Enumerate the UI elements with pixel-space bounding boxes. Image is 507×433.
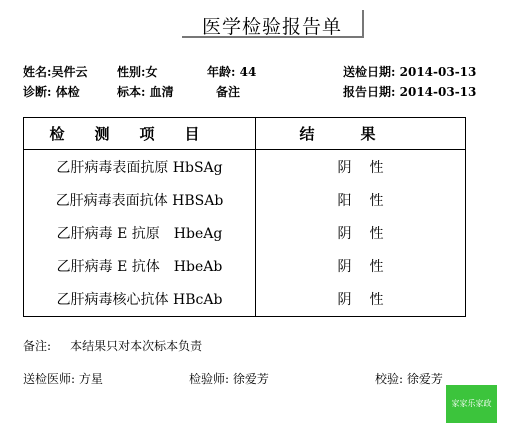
watermark-badge: 家家乐家政 xyxy=(446,385,497,423)
result-table xyxy=(23,117,466,317)
title-box xyxy=(182,10,364,38)
sex-info xyxy=(117,63,157,80)
specimen-label: 标本: xyxy=(117,85,146,99)
table-row xyxy=(24,216,466,249)
patient-age: 44 xyxy=(239,65,257,79)
test-item: 乙肝病毒 E 抗原 HbeAg xyxy=(24,216,256,249)
test-item: 乙肝病毒表面抗原 HbSAg xyxy=(24,150,256,184)
patient-name: 吴件云 xyxy=(51,65,88,79)
examiner-line xyxy=(189,370,269,387)
diagnosis-info xyxy=(23,83,80,100)
header-item: 检测项目 xyxy=(24,118,256,150)
header-result: 结果 xyxy=(256,118,466,150)
report-date-label: 报告日期: xyxy=(343,85,396,99)
examiner-name: 徐爱芳 xyxy=(232,372,269,386)
checker-label: 校验: xyxy=(375,372,404,386)
specimen-info xyxy=(117,83,174,100)
test-result: 阳性 xyxy=(256,183,466,216)
send-date: 2014-03-13 xyxy=(399,65,477,79)
name-label: 姓名: xyxy=(23,65,52,79)
table-row xyxy=(24,150,466,184)
age-info xyxy=(207,63,256,80)
sex-label: 性别: xyxy=(117,65,146,79)
doctor-label: 送检医师: xyxy=(23,372,76,386)
send-date-label: 送检日期: xyxy=(343,65,396,79)
test-item: 乙肝病毒表面抗体 HBSAb xyxy=(24,183,256,216)
test-result: 阴性 xyxy=(256,283,466,317)
test-result: 阴性 xyxy=(256,250,466,283)
age-label: 年龄: xyxy=(207,65,236,79)
table-header-row xyxy=(24,118,466,150)
doctor-name: 方星 xyxy=(78,372,103,386)
diagnosis: 体检 xyxy=(55,85,80,99)
test-result: 阴性 xyxy=(256,150,466,184)
test-item: 乙肝病毒 E 抗体 HbeAb xyxy=(24,250,256,283)
doctor-line xyxy=(23,370,103,387)
patient-sex: 女 xyxy=(145,65,158,79)
report-title: 医学检验报告单 xyxy=(201,16,342,38)
report-date: 2014-03-13 xyxy=(399,85,477,99)
send-date-info xyxy=(343,63,476,80)
table-row xyxy=(24,283,466,317)
checker-line xyxy=(375,370,443,387)
table-row xyxy=(24,250,466,283)
name-info xyxy=(23,63,87,80)
test-result: 阴性 xyxy=(256,216,466,249)
report-date-info xyxy=(343,83,476,100)
remark-label: 备注 xyxy=(216,85,241,99)
note-label: 备注: xyxy=(23,339,52,353)
note-line xyxy=(23,337,202,354)
checker-name: 徐爱芳 xyxy=(406,372,443,386)
table-row xyxy=(24,183,466,216)
test-item: 乙肝病毒核心抗体 HBcAb xyxy=(24,283,256,317)
note-text: 本结果只对本次标本负责 xyxy=(70,339,203,353)
diagnosis-label: 诊断: xyxy=(23,85,52,99)
examiner-label: 检验师: xyxy=(189,372,230,386)
specimen: 血清 xyxy=(149,85,174,99)
